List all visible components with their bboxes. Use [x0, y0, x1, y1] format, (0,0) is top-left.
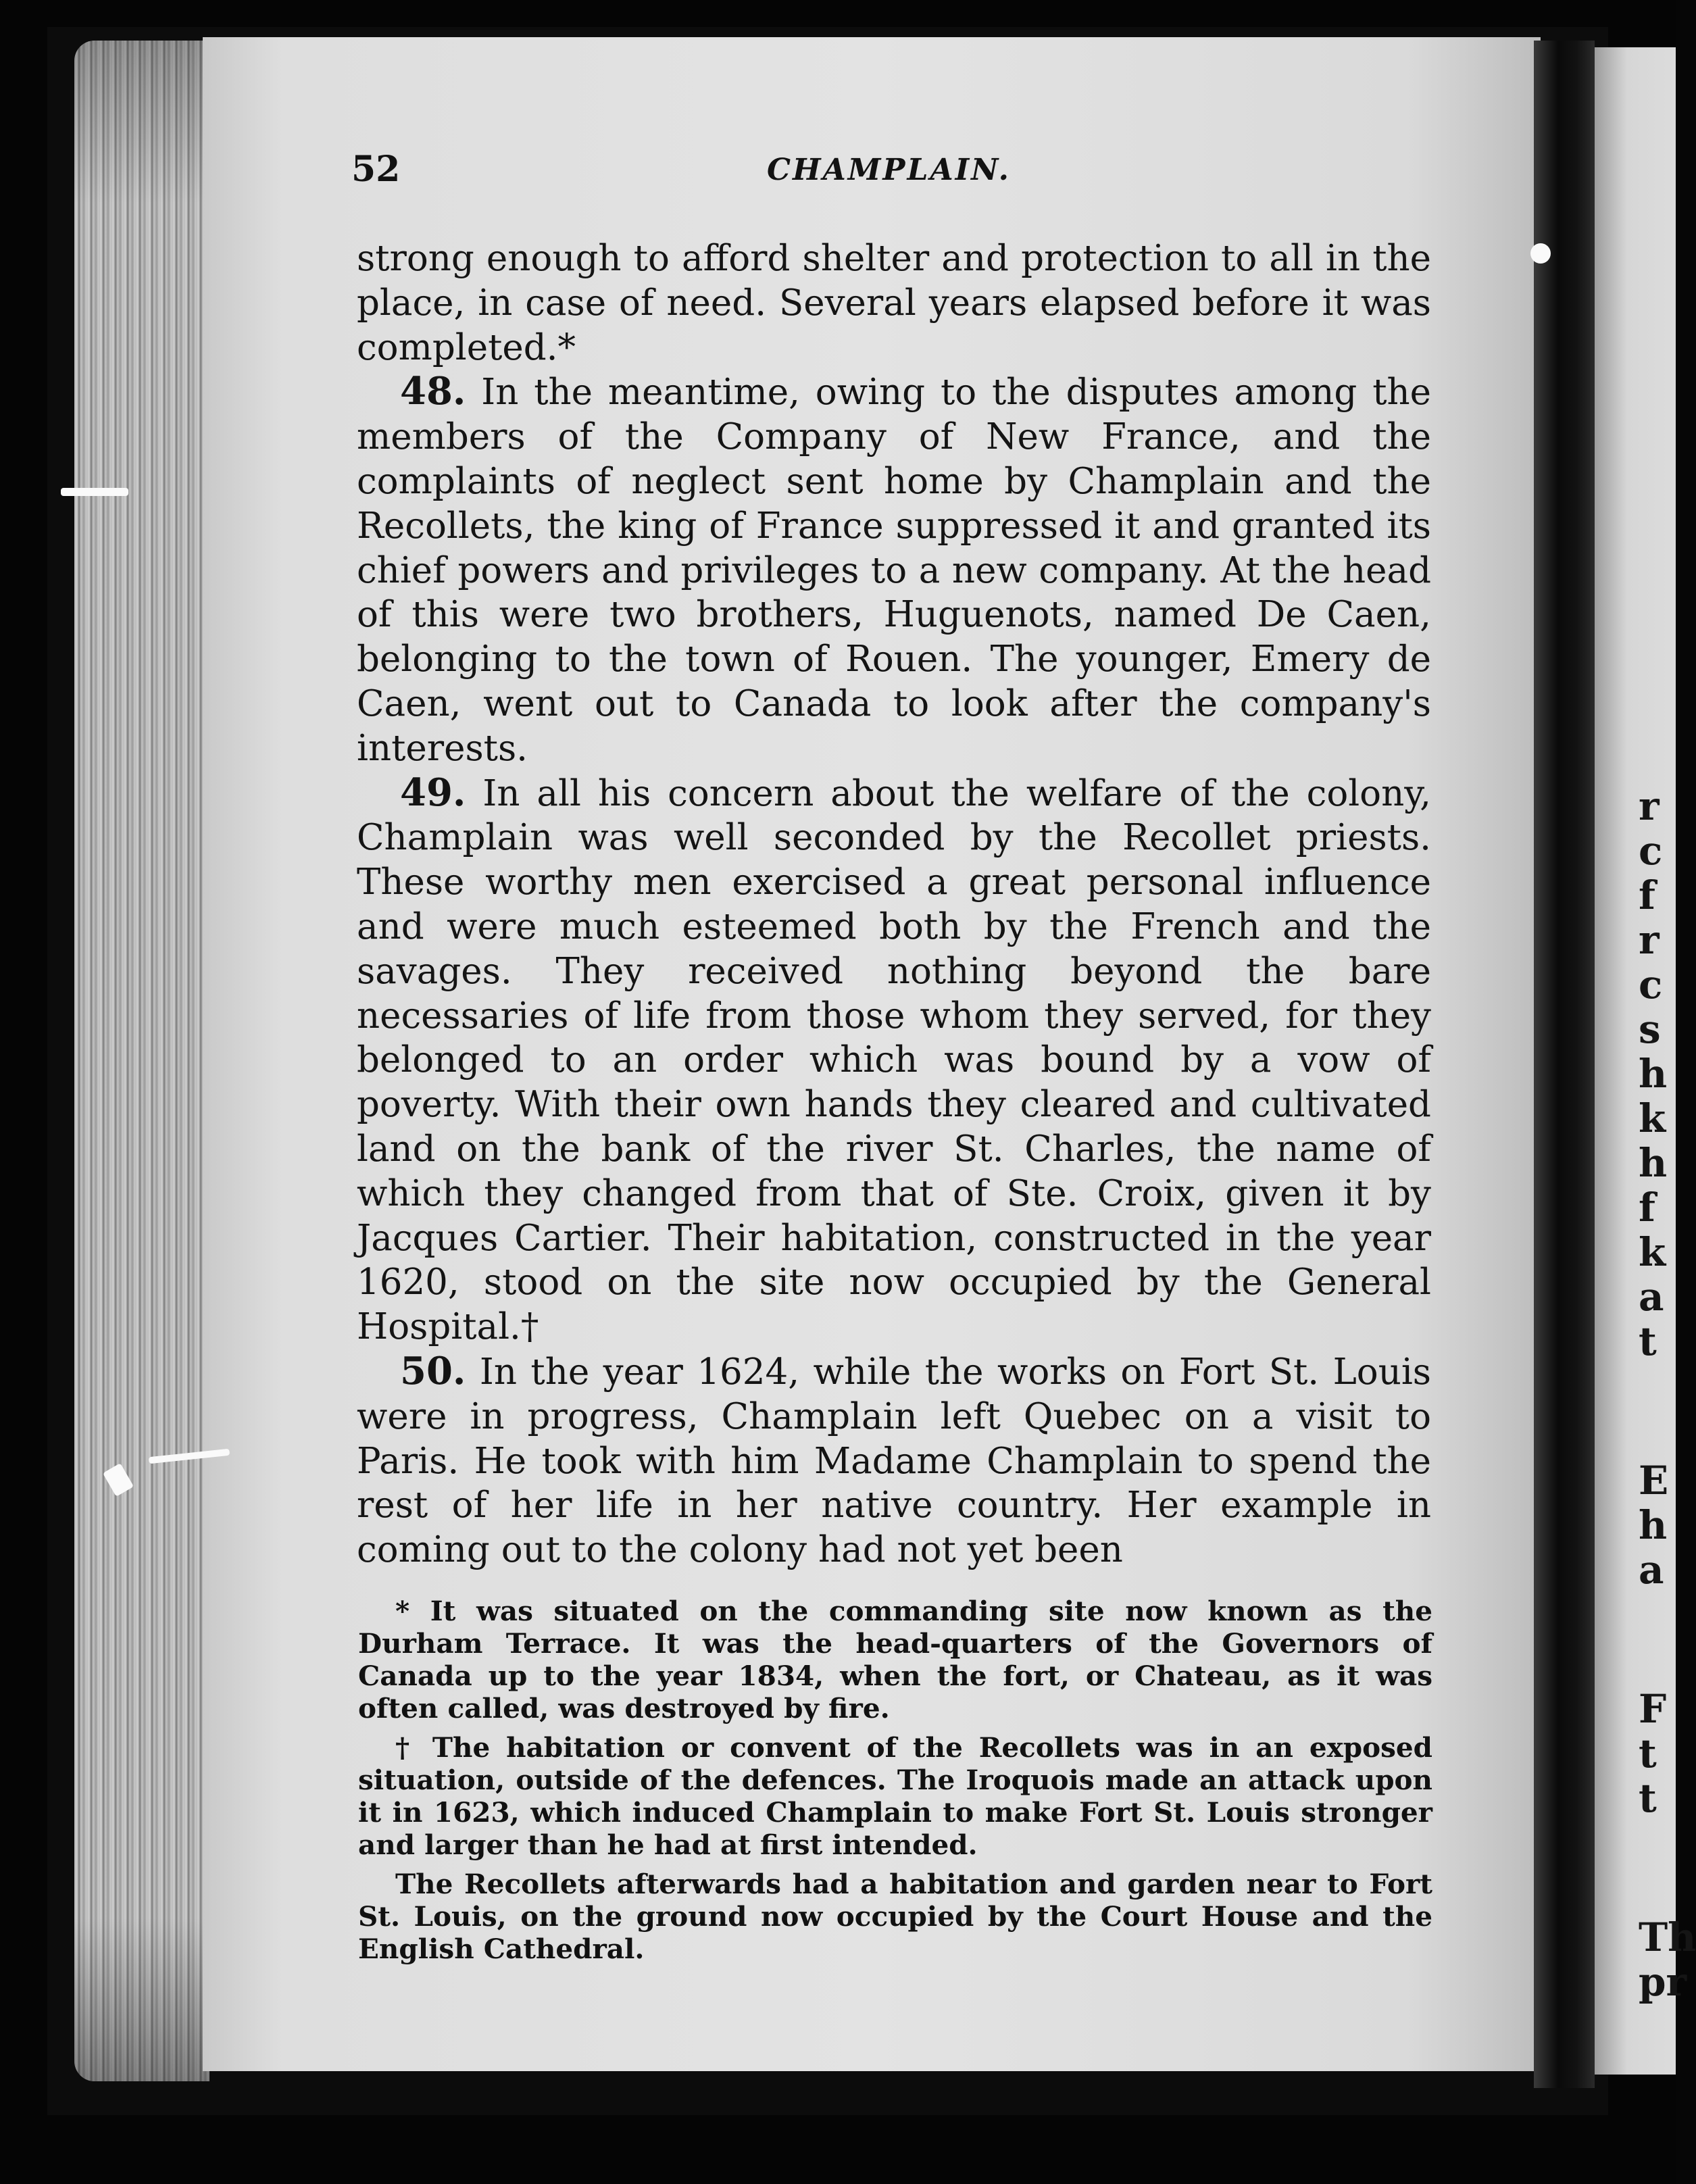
facing-fragment: f	[1639, 1185, 1655, 1231]
facing-fragment: r	[1639, 783, 1660, 829]
facing-fragment: f	[1639, 872, 1655, 918]
facing-fragment: t	[1639, 1775, 1657, 1821]
page-edges	[74, 41, 209, 2081]
scan-artifact	[1530, 243, 1551, 264]
paragraph-text: In all his concern about the welfare of the colony, Champlain was well seconded by the Recollet priests. These worthy men exercised a great personal influence and were much esteemed both by the French and the savages. They received nothing beyond the bare necessaries of life from those whom they served, for they belonged to an order which was bound by a vow of poverty. With their own hands they cleared and cultivated land on the bank of the river St. Charles, the name of which they changed from that of Ste. Croix, given it by Jacques Cartier. Their habitation, constructed in the year 1620, stood on the site now occupied by the General Hospital.†	[357, 772, 1431, 1348]
continuation-paragraph: strong enough to afford shelter and protection to all in the place, in case of need. Several years elapsed before it was completed.*	[357, 238, 1431, 368]
scan-artifact	[61, 488, 128, 496]
paragraph-49	[357, 771, 1431, 1349]
facing-fragment: t	[1639, 1731, 1657, 1777]
facing-fragment: E	[1639, 1458, 1669, 1504]
facing-fragment: s	[1639, 1006, 1661, 1052]
facing-fragment: c	[1639, 828, 1663, 874]
footnotes	[358, 1595, 1432, 1965]
facing-fragment: h	[1639, 1140, 1668, 1186]
facing-fragment: k	[1639, 1229, 1666, 1275]
paragraph-50	[357, 1349, 1431, 1572]
footnote-dagger-continued: The Recollets afterwards had a habitation and garden near to Fort St. Louis, on the ground now occupied by the Court House and the English Cathedral.	[358, 1868, 1432, 1965]
facing-fragment: pr	[1639, 1959, 1687, 2005]
book-gutter	[1534, 41, 1595, 2088]
paragraph-number: 50.	[400, 1348, 466, 1393]
paragraph-number: 49.	[400, 770, 466, 815]
paragraph-text: In the year 1624, while the works on Fort St. Louis were in progress, Champlain left Quebec on a visit to Paris. He took with him Madame Champlain to spend the rest of her life in her native country. Her example in coming out to the colony had not yet been	[357, 1351, 1431, 1571]
facing-fragment: F	[1639, 1686, 1667, 1732]
running-head	[351, 149, 1432, 203]
facing-fragment: r	[1639, 917, 1660, 963]
paragraph-number: 48.	[400, 369, 466, 414]
paragraph-48	[357, 370, 1431, 770]
footnote-asterisk: * It was situated on the commanding site now known as the Durham Terrace. It was the head-quarters of the Governors of Canada up to the year 1834, when the fort, or Chateau, as it was often called, was destroyed by fire.	[358, 1595, 1432, 1724]
footnote-dagger: † The habitation or convent of the Recollets was in an exposed situation, outside of the defences. The Iroquois made an attack upon it in 1623, which induced Champlain to make Fort St. Louis stronger and larger than he had at first intended.	[358, 1731, 1432, 1861]
body-text	[357, 237, 1431, 1572]
facing-page-fragments	[1639, 783, 1696, 2005]
facing-fragment: a	[1639, 1274, 1664, 1320]
facing-fragment: Th	[1639, 1914, 1696, 1960]
paragraph-text: In the meantime, owing to the disputes among the members of the Company of New France, and the complaints of neglect sent home by Champlain and the Recollets, the king of France suppressed it and granted its chief powers and privileges to a new company. At the head of this were two brothers, Huguenots, named De Caen, belonging to the town of Rouen. The younger, Emery de Caen, went out to Canada to look after the company's interests.	[357, 372, 1431, 769]
facing-fragment: t	[1639, 1318, 1657, 1364]
running-title: CHAMPLAIN.	[767, 153, 1011, 187]
page-number: 52	[351, 149, 401, 190]
facing-fragment: a	[1639, 1547, 1664, 1593]
facing-fragment: h	[1639, 1051, 1668, 1097]
facing-fragment: c	[1639, 962, 1663, 1008]
facing-fragment: h	[1639, 1502, 1668, 1548]
facing-fragment: k	[1639, 1095, 1666, 1141]
